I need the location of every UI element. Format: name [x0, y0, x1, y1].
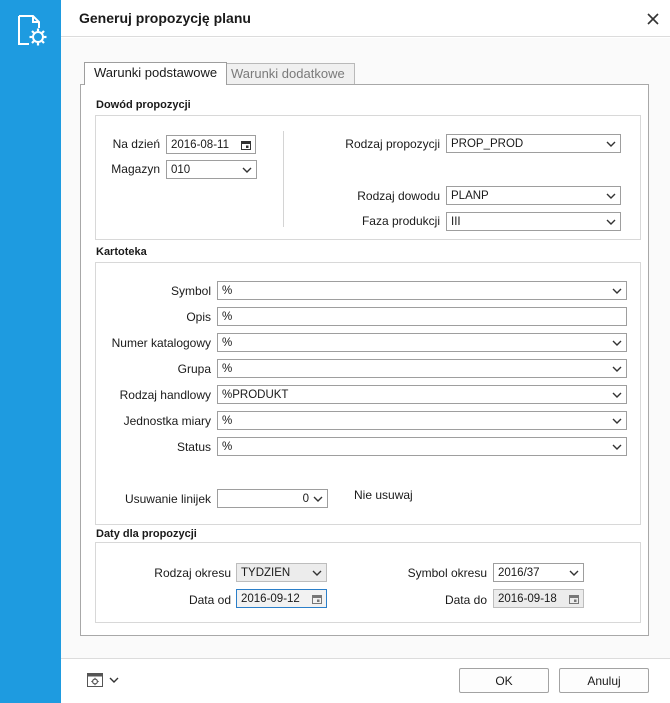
rodzaj-propozycji-value: PROP_PROD	[451, 137, 524, 150]
group-daty	[95, 542, 641, 623]
document-gear-icon	[15, 14, 47, 46]
na-dzien-label: Na dzień	[112, 137, 160, 151]
cancel-button[interactable]: Anuluj	[559, 668, 649, 693]
chevron-down-icon	[612, 366, 622, 372]
grupa-value: %	[222, 362, 233, 375]
rodzaj-okresu-select[interactable]	[236, 563, 327, 582]
chevron-down-icon	[313, 496, 323, 502]
magazyn-label: Magazyn	[111, 162, 160, 176]
symbol-okresu-value: 2016/37	[498, 566, 540, 579]
chevron-down-icon	[569, 570, 579, 576]
rodzaj-propozycji-select[interactable]	[446, 134, 621, 153]
section-title-dowod: Dowód propozycji	[96, 99, 191, 111]
vertical-divider	[283, 131, 284, 227]
chevron-down-icon	[612, 392, 622, 398]
rodzaj-dowodu-value: PLANP	[451, 189, 489, 202]
opis-input[interactable]	[217, 307, 627, 326]
chevron-down-icon	[606, 219, 616, 225]
magazyn-value: 010	[171, 163, 191, 176]
rodzaj-handlowy-value: %PRODUKT	[222, 388, 289, 401]
grupa-label: Grupa	[177, 362, 211, 376]
data-do-label: Data do	[444, 593, 487, 607]
status-value: %	[222, 440, 233, 453]
rodzaj-okresu-value: TYDZIEN	[241, 566, 291, 579]
window-settings-icon	[87, 673, 103, 687]
rodzaj-dowodu-label: Rodzaj dowodu	[357, 189, 440, 203]
magazyn-select[interactable]	[166, 160, 257, 179]
faza-produkcji-select[interactable]	[446, 212, 621, 231]
faza-produkcji-value: III	[451, 215, 461, 228]
usuwanie-linijek-hint: Nie usuwaj	[354, 488, 413, 502]
usuwanie-linijek-select[interactable]	[217, 489, 328, 508]
numer-katalogowy-label: Numer katalogowy	[111, 336, 211, 350]
app-side-strip	[0, 0, 61, 703]
na-dzien-value: 2016-08-11	[171, 138, 229, 151]
symbol-okresu-label: Symbol okresu	[407, 566, 487, 580]
faza-produkcji-label: Faza produkcji	[361, 214, 440, 228]
chevron-down-icon	[612, 444, 622, 450]
data-od-value: 2016-09-12	[241, 592, 300, 605]
jednostka-miary-label: Jednostka miary	[123, 414, 211, 428]
data-od-label: Data od	[188, 593, 231, 607]
jednostka-miary-select[interactable]	[217, 411, 627, 430]
section-title-kartoteka: Kartoteka	[96, 246, 147, 258]
chevron-down-icon	[606, 141, 616, 147]
calendar-icon[interactable]	[312, 594, 322, 604]
calendar-icon[interactable]	[569, 594, 579, 604]
data-do-value: 2016-09-18	[498, 592, 557, 605]
calendar-icon[interactable]	[241, 140, 251, 150]
usuwanie-linijek-value: 0	[302, 492, 309, 505]
jednostka-miary-value: %	[222, 414, 233, 427]
section-title-daty: Daty dla propozycji	[96, 528, 197, 540]
opis-label: Opis	[186, 310, 211, 324]
data-do-date-field[interactable]	[493, 589, 584, 608]
tab-warunki-dodatkowe[interactable]: Warunki dodatkowe	[221, 63, 355, 84]
grupa-select[interactable]	[217, 359, 627, 378]
chevron-down-icon	[109, 677, 119, 683]
data-od-date-field[interactable]	[236, 589, 327, 608]
symbol-select[interactable]	[217, 281, 627, 300]
symbol-okresu-select[interactable]	[493, 563, 584, 582]
rodzaj-okresu-label: Rodzaj okresu	[154, 566, 231, 580]
footer-separator	[61, 658, 670, 659]
close-button[interactable]	[640, 6, 666, 32]
close-icon	[647, 13, 659, 25]
opis-value: %	[222, 310, 233, 323]
rodzaj-dowodu-select[interactable]	[446, 186, 621, 205]
chevron-down-icon	[612, 288, 622, 294]
na-dzien-date-field[interactable]	[166, 135, 256, 154]
usuwanie-linijek-label: Usuwanie linijek	[124, 492, 211, 506]
numer-katalogowy-select[interactable]	[217, 333, 627, 352]
status-label: Status	[176, 440, 211, 454]
chevron-down-icon	[612, 340, 622, 346]
window-title: Generuj propozycję planu	[79, 10, 251, 26]
tab-warunki-podstawowe[interactable]: Warunki podstawowe	[84, 62, 227, 85]
chevron-down-icon	[606, 193, 616, 199]
status-select[interactable]	[217, 437, 627, 456]
symbol-label: Symbol	[170, 284, 211, 298]
rodzaj-propozycji-label: Rodzaj propozycji	[345, 137, 440, 151]
chevron-down-icon	[612, 418, 622, 424]
symbol-value: %	[222, 284, 233, 297]
ok-button[interactable]: OK	[459, 668, 549, 693]
rodzaj-handlowy-label: Rodzaj handlowy	[119, 388, 211, 402]
chevron-down-icon	[312, 570, 322, 576]
chevron-down-icon	[242, 167, 252, 173]
numer-katalogowy-value: %	[222, 336, 233, 349]
options-menu-button[interactable]	[84, 671, 122, 689]
rodzaj-handlowy-select[interactable]	[217, 385, 627, 404]
